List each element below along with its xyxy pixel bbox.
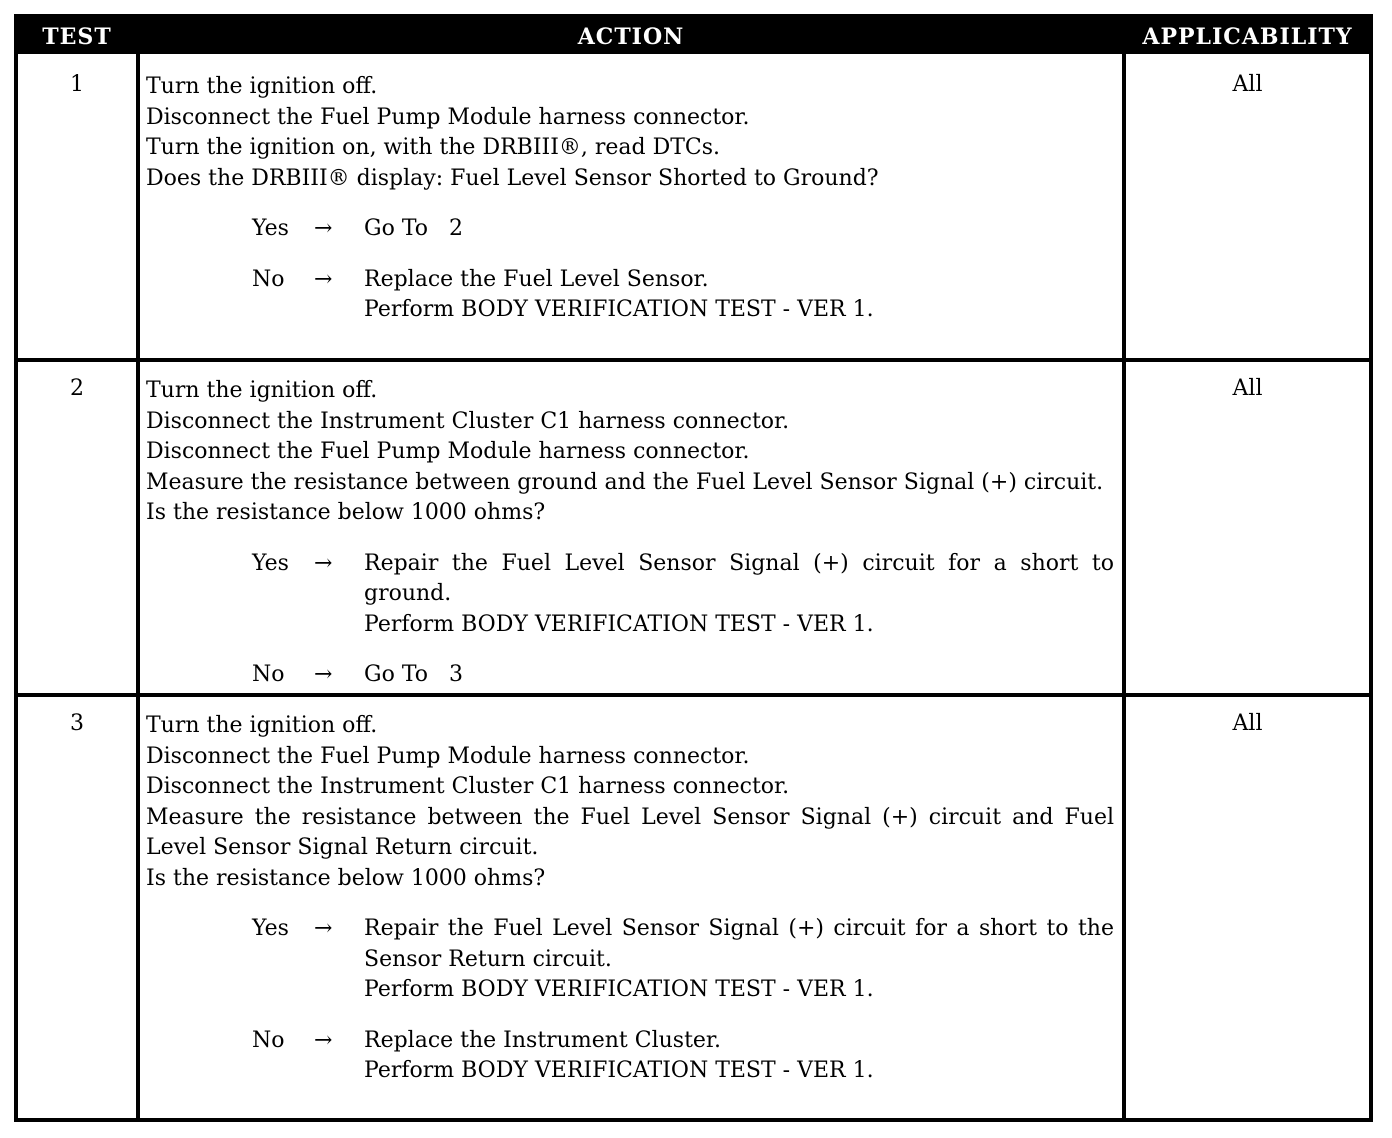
action-step: Disconnect the Instrument Cluster C1 harness connector.	[146, 408, 790, 434]
yes-label: Yes	[252, 216, 289, 241]
action-step: Disconnect the Fuel Pump Module harness connector.	[146, 439, 750, 464]
action-cell	[146, 376, 1114, 691]
action-step: Turn the ignition off.	[146, 74, 378, 99]
diagnostic-test-table	[14, 14, 1373, 1122]
action-cell	[146, 711, 1114, 1087]
applicability-value: All	[1232, 711, 1263, 736]
no-result: Perform BODY VERIFICATION TEST - VER 1.	[364, 1058, 874, 1083]
test-number: 3	[70, 711, 84, 736]
action-step: Disconnect the Fuel Pump Module harness connector.	[146, 743, 750, 769]
action-step: Is the resistance below 1000 ohms?	[146, 500, 546, 525]
yes-label: Yes	[252, 916, 289, 941]
yes-result: Repair the Fuel Level Sensor Signal (+) circuit for a short to ground.	[364, 550, 1114, 606]
no-result: Replace the Instrument Cluster.	[364, 1027, 722, 1053]
table-row	[18, 697, 1369, 1122]
test-number: 1	[70, 72, 84, 97]
right-arrow-icon: →	[314, 1027, 333, 1053]
no-label: No	[252, 1027, 285, 1053]
yes-result: Perform BODY VERIFICATION TEST - VER 1.	[364, 977, 874, 1002]
yes-branch	[146, 914, 1114, 1006]
right-arrow-icon: →	[314, 216, 333, 241]
test-number: 2	[70, 376, 84, 401]
yes-branch	[146, 549, 1114, 641]
right-arrow-icon: →	[314, 550, 333, 576]
yes-result: Go To 2	[364, 216, 463, 241]
no-label: No	[252, 662, 285, 687]
applicability-value: All	[1232, 376, 1263, 401]
no-branch	[146, 660, 1114, 691]
action-step: Measure the resistance between the Fuel Level Sensor Signal (+) circuit and Fuel Level Sensor Signal Return circuit.	[146, 804, 1114, 860]
header-applicability: APPLICABILITY	[1142, 24, 1353, 50]
right-arrow-icon: →	[314, 662, 333, 687]
yes-label: Yes	[252, 550, 289, 576]
action-step: Turn the ignition on, with the DRBIII®, read DTCs.	[146, 135, 721, 160]
action-step: Measure the resistance between ground and the Fuel Level Sensor Signal (+) circuit.	[146, 469, 1104, 495]
table-row	[18, 58, 1369, 358]
action-step: Is the resistance below 1000 ohms?	[146, 865, 546, 891]
applicability-value: All	[1232, 72, 1263, 97]
action-cell	[146, 72, 1114, 326]
table-row	[18, 362, 1369, 693]
table-header	[18, 18, 1369, 54]
right-arrow-icon: →	[314, 916, 333, 941]
action-step: Turn the ignition off.	[146, 713, 378, 738]
action-step: Disconnect the Instrument Cluster C1 harness connector.	[146, 774, 790, 799]
no-result: Replace the Fuel Level Sensor.	[364, 266, 709, 292]
yes-result: Perform BODY VERIFICATION TEST - VER 1.	[364, 611, 874, 637]
no-result: Go To 3	[364, 662, 463, 687]
no-result: Perform BODY VERIFICATION TEST - VER 1.	[364, 297, 874, 322]
header-action: ACTION	[577, 24, 685, 50]
no-branch	[146, 265, 1114, 326]
no-branch	[146, 1026, 1114, 1087]
action-step: Does the DRBIII® display: Fuel Level Sensor Shorted to Ground?	[146, 165, 879, 191]
action-step: Disconnect the Fuel Pump Module harness connector.	[146, 104, 750, 130]
yes-branch	[146, 214, 1114, 245]
right-arrow-icon: →	[314, 266, 333, 292]
no-label: No	[252, 266, 285, 292]
action-step: Turn the ignition off.	[146, 378, 378, 403]
header-test: TEST	[42, 24, 112, 50]
yes-result: Repair the Fuel Level Sensor Signal (+) circuit for a short to the Sensor Return circuit.	[364, 916, 1114, 972]
